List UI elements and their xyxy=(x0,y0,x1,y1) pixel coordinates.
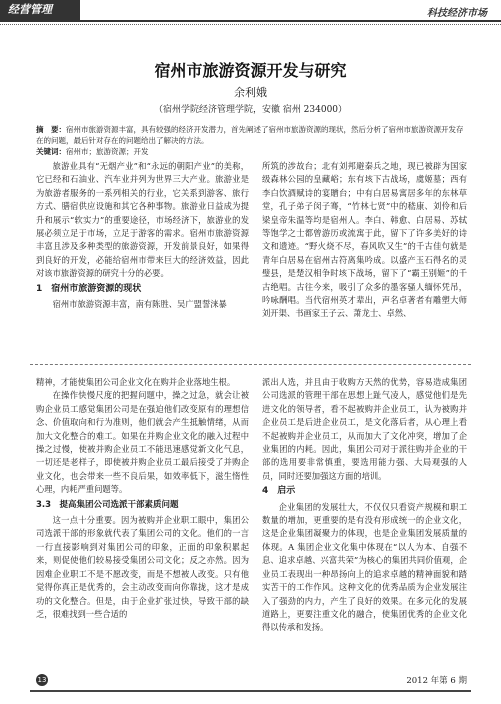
paragraph: 旅游业具有“无烟产业”和“永远的朝阳产业”的美称，它已经和石油业、汽车业并列为世界三大产业。旅游业是为旅游者服务的一系列相关的行业，它关系到游客、旅行方式、膳宿供应设施和其它各种事物。旅游业日益成为提升和展示“软实力”的重要途径，市场经济下，旅游业的发展必须立足于市场，立足于游客的需求。宿州市旅游资源丰富且涉及多种类型的旅游资源，开发前景良好，如果得到良好的开发，必能给宿州市带来巨大的经济效益，因此对该市旅游资源的研究十分的必要。 xyxy=(36,161,249,279)
article-separator xyxy=(30,364,471,365)
upper-right-column xyxy=(262,160,467,321)
section-heading: 1 宿州市旅游资源的现状 xyxy=(36,283,142,294)
subsection-heading: 3.3 提高集团公司选派干部素质问题 xyxy=(36,499,179,510)
paragraph: 这一点十分重要。因为被购并企业职工眼中，集团公司选派干部的形象就代表了集团公司的文化。他们的一言一行直接影响到对集团公司的印象，正面的印象积累起来，则促使他们较易接受集团公司文化；反之亦然。因为因难企业职工不是不愿改变，而是不想被人改变。只有他觉得你真正是优秀的，会主动改变而向你靠拢，这才是成功的文化整合。但是，由于企业扩张过快，导致干部的缺乏，很难找到一些合适的 xyxy=(36,515,249,619)
lower-left-column xyxy=(36,376,249,621)
abstract xyxy=(36,124,466,146)
abstract-label: 摘 要： xyxy=(36,125,66,134)
header-dotted-rule xyxy=(0,24,501,25)
paragraph: 宿州市旅游资源丰富，南有陈胜、吴广盟誓涞暴 xyxy=(52,299,227,310)
abstract-block xyxy=(36,124,466,157)
issue-label: 2012 年第 6 期 xyxy=(406,676,467,686)
paragraph: 企业集团的发展壮大，不仅仅只看资产规模和职工数量的增加，更重要的是有没有形成统一的企业文化，这是企业集团凝聚力的体现，也是企业集团发展质量的体现。A 集团企业文化集中体现在“以人为本、自强不息、追求卓越、兴富共荣”为核心的集团共同价值观，企业员工表现出一种昂扬向上的追求卓越的精神面貌和踏实苦干的工作作风。这种文化的优秀品质为企业发展注入了强劲的内力，产生了良好的效果。在多元化的发展道路上，更要注重文化的融合，使集团优秀的企业文化得以传承和发扬。 xyxy=(262,501,467,633)
keywords-label: 关键词： xyxy=(36,147,66,156)
upper-left-column xyxy=(36,160,249,311)
footer-rule xyxy=(30,690,471,692)
keywords xyxy=(36,146,466,157)
section-heading: 4 启示 xyxy=(262,486,296,497)
paragraph: 派出人选，并且由于收购方天然的优势，容易造成集团公司选派的管理干部在思想上趾气凌人，感觉他们是先进文化的领导者，看不起被购并企业员工，认为被购并企业员工是后进企业员工，是文化落后者，从心理上看不起被购并企业员工，从而加大了文化冲突，增加了企业集团的内耗。因此，集团公司对于派往购并企业的干部的选用要非常慎重，要选用能力强、大局观强的人员，同时还要加强这方面的培训。 xyxy=(262,377,467,481)
paragraph: 所筑的涉故台；北有刘邦避秦兵之地，现已被辟为国家级森林公园的皇藏峪；东有垓下古战场，虞姬墓；西有李白饮酒赋诗的宴贈台；中有白居易寓居多年的东林草堂，孔子弟子闵子骞，“竹林七贤”中的嵇康、刘伶和后梁皇帝朱温等均是宿州人。李白、韩愈、白居易、苏轼等饱学之士都曾游历或流寓于此，留下了许多美好的诗文和遗迹。“野火烧不尽，春风吹又生”的千古佳句就是青年白居易在宿州古符离集吟成。以盛产玉石得名的灵璧县，是楚汉相争时垓下战场，留下了“霸王别姬”的千古绝唱。古往今来，吸引了众多的墨客骚人缅怀凭吊，吟咏酬唱。当代宿州英才辈出，声名卓著者有雕塑大师刘开渠、书画家王子云、萧龙士、卓然、 xyxy=(262,161,467,319)
article-author: 余利娥 xyxy=(234,86,267,99)
paragraph: 精神，才能使集团公司企业文化在购并企业落地生根。 xyxy=(36,377,236,387)
paragraph: 在操作快慢尺度的把握问题中，操之过急，就会让被购企业员工感觉集团公司是在强迫他们改变原有的理想信念、价值取向和行为准则，他们就会产生抵触情绪，从而加大文化整合的难工。如果在并购企业文化的融入过程中操之过慢，使被并购企业员工不能迅速感觉新文化气息，一切还是老样子，即使被并购企业员工最后接受了并购企业文化，也会带来一些不良后果，如效率低下，滋生惰性心理，内耗严重问题等。 xyxy=(36,390,249,495)
page-number: 13 xyxy=(37,676,47,684)
article-title: 宿州市旅游资源开发与研究 xyxy=(154,61,347,80)
abstract-text: 宿州市旅游资源丰富，具有较强的经济开发潜力，首先阐述了宿州市旅游资源的现状，然后分析了宿州市旅游资源开发存在的问题，最后针对存在的问题给出了解决的方法。 xyxy=(36,125,464,145)
lower-right-column xyxy=(262,376,467,635)
journal-name: 科技经济市场 xyxy=(427,8,487,19)
article-affiliation: （宿州学院经济管理学院，安徽 宿州 234000） xyxy=(153,105,348,115)
keywords-text: 宿州市；旅游资源；开发 xyxy=(66,147,149,156)
section-label: 经营管理 xyxy=(0,0,80,20)
header-rule xyxy=(0,20,501,22)
